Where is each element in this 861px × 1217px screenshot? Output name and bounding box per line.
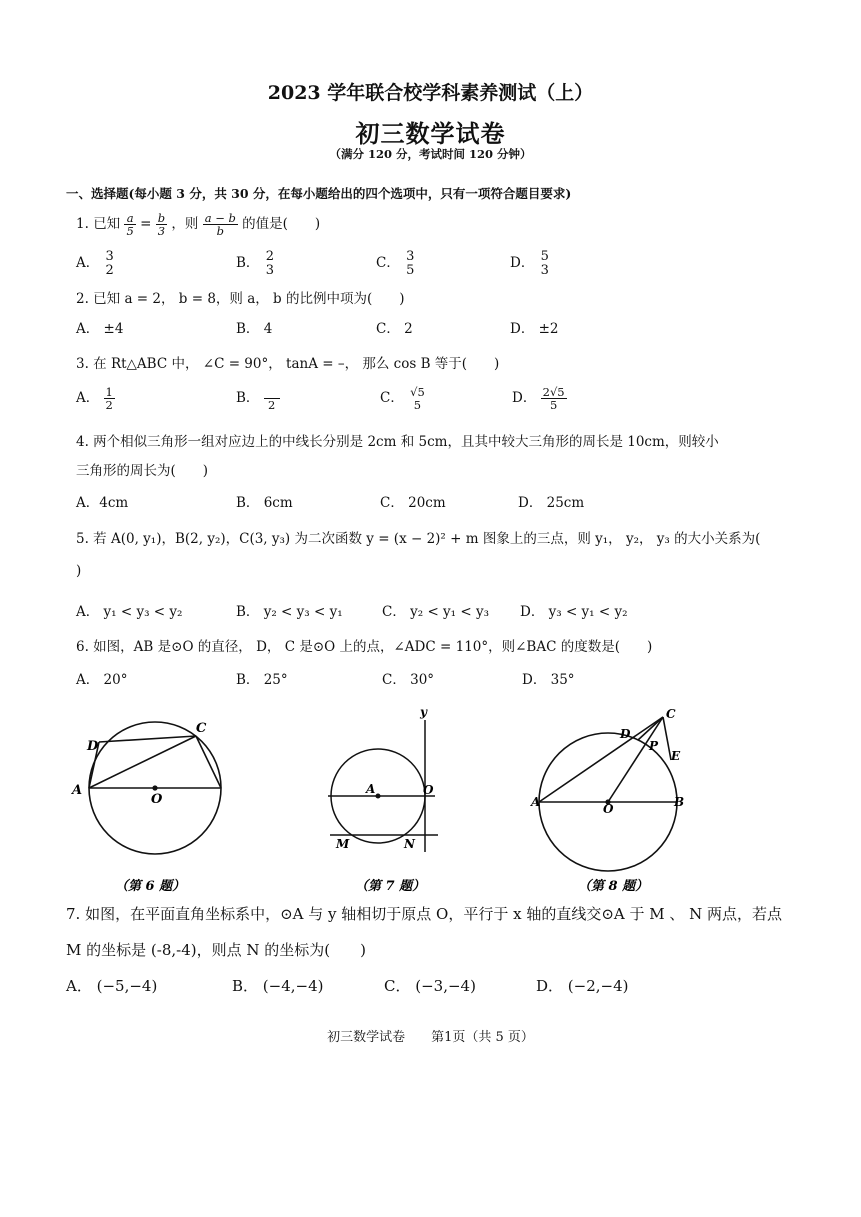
fig6-caption: （第 6 题）	[115, 879, 186, 894]
fig7-label-y: y	[420, 705, 427, 719]
fig7-label-o: O	[423, 783, 434, 797]
fig6-label-o: O	[151, 792, 163, 807]
q6-option-d[interactable]: D． 35°	[522, 672, 575, 688]
q4-option-a[interactable]: A．4cm	[76, 495, 129, 511]
q2-option-c[interactable]: C． 2	[376, 321, 413, 337]
question-1: 1. 已知 $\frac{a}{5}$ = $\frac{b}{3}$ ，则 $\frac{a - b}{b}$ 的值是( )	[76, 211, 321, 239]
section-heading: 一、选择题(每小题 3 分，共 30 分，在每小题给出的四个选项中，只有一项符合题目要求)	[66, 186, 572, 201]
exam-subject-title: 初三数学试卷	[355, 119, 506, 148]
fig8-tangent-ce	[663, 717, 671, 760]
question-6: 6. 如图，AB 是⊙O 的直径， D， C 是⊙O 上的点，∠ADC = 110°，则∠BAC 的度数是( )	[76, 639, 653, 655]
fig8-label-o: O	[603, 802, 614, 816]
fig8-label-d: D	[620, 727, 631, 741]
q2-option-a[interactable]: A． ±4	[76, 321, 124, 337]
fraction-b-3: $\frac{b}{3}$	[157, 211, 166, 239]
q7-option-a[interactable]: A． (−5,−4)	[66, 977, 158, 995]
fig7-label-m: M	[336, 837, 350, 851]
figure-6	[89, 722, 221, 854]
fig8-line-ac	[539, 717, 663, 802]
fig7-label-a: A	[366, 782, 376, 796]
fig8-label-a: A	[531, 795, 541, 809]
q3-option-c[interactable]: C． √5 5	[380, 385, 425, 412]
q1-option-c[interactable]: C． 3 5	[376, 249, 415, 278]
fig7-caption: （第 7 题）	[355, 879, 426, 894]
q2-option-b[interactable]: B． 4	[236, 321, 273, 337]
exam-info: （满分 120 分，考试时间 120 分钟）	[329, 147, 532, 161]
q7-option-d[interactable]: D． (−2,−4)	[536, 977, 629, 995]
question-5-line-1: 5. 若 A(0, y₁)，B(2, y₂)，C(3, y₃) 为二次函数 y = (x − 2)² + m 图象上的三点，则 y₁， y₂， y₃ 的大小关系为(	[76, 531, 761, 547]
q1-option-b[interactable]: B． 2 3	[236, 249, 274, 278]
figure-7	[328, 720, 438, 852]
fig8-label-p: P	[649, 739, 659, 753]
question-7-line-2: M 的坐标是 (-8,-4)，则点 N 的坐标为( )	[66, 941, 366, 959]
fraction-a-5: $\frac{a}{5}$	[126, 211, 134, 239]
q4-option-b[interactable]: B． 6cm	[236, 495, 293, 511]
fig6-chord-cb	[196, 736, 221, 788]
q7-option-c[interactable]: C． (−3,−4)	[384, 977, 476, 995]
q1-option-d[interactable]: D． 5 3	[510, 249, 549, 278]
question-4-line-2: 三角形的周长为( )	[76, 463, 209, 479]
q3-option-a[interactable]: A． $\frac{1}{2}$	[76, 385, 113, 413]
q6-option-a[interactable]: A． 20°	[76, 672, 128, 688]
fig8-label-c: C	[666, 707, 676, 721]
q2-option-d[interactable]: D． ±2	[510, 321, 559, 337]
exam-title: 2023 学年联合校学科素养测试（上）	[267, 82, 594, 104]
fraction-a-minus-b-over-b: $\frac{a - b}{b}$	[204, 211, 236, 239]
fig8-label-b: B	[674, 795, 685, 809]
figures-row	[60, 700, 850, 900]
question-3: 3. 在 Rt△ABC 中， ∠C = 90°， tanA = –， 那么 cos B 等于( )	[76, 356, 500, 372]
fig6-label-c: C	[196, 721, 207, 736]
question-7-line-1: 7. 如图，在平面直角坐标系中，⊙A 与 y 轴相切于原点 O，平行于 x 轴的直线交⊙A 于 M 、 N 两点，若点	[66, 905, 783, 923]
page-footer: 初三数学试卷 第1页（共 5 页）	[327, 1030, 534, 1045]
q4-option-c[interactable]: C． 20cm	[380, 495, 446, 511]
question-2: 2. 已知 a = 2， b = 8，则 a， b 的比例中项为( )	[76, 291, 405, 307]
q6-option-b[interactable]: B． 25°	[236, 672, 288, 688]
q4-option-d[interactable]: D． 25cm	[518, 495, 585, 511]
fig7-label-n: N	[404, 837, 415, 851]
fig6-label-d: D	[87, 739, 99, 754]
fig8-line-oc	[608, 717, 663, 802]
q3-option-b[interactable]: B． 2	[236, 386, 280, 411]
q5-option-c[interactable]: C． y₂ < y₁ < y₃	[382, 604, 490, 620]
fig8-label-e: E	[671, 749, 681, 763]
fig6-label-a: A	[72, 783, 83, 798]
q1-option-a[interactable]: A． 3 2	[76, 249, 114, 278]
fig6-center-dot	[153, 786, 157, 790]
q3-option-d[interactable]: D． $\frac{2√5}{5}$	[512, 385, 565, 413]
q5-option-b[interactable]: B． y₂ < y₃ < y₁	[236, 604, 343, 620]
q5-option-d[interactable]: D． y₃ < y₁ < y₂	[520, 604, 628, 620]
question-5-line-2: )	[76, 563, 82, 579]
q6-option-c[interactable]: C． 30°	[382, 672, 435, 688]
fig8-caption: （第 8 题）	[578, 879, 649, 894]
q5-option-a[interactable]: A． y₁ < y₃ < y₂	[76, 604, 183, 620]
fig7-center-dot	[376, 794, 380, 798]
question-4-line-1: 4. 两个相似三角形一组对应边上的中线长分别是 2cm 和 5cm，且其中较大三角形的周长是 10cm，则较小	[76, 434, 719, 450]
q7-option-b[interactable]: B． (−4,−4)	[232, 977, 324, 995]
